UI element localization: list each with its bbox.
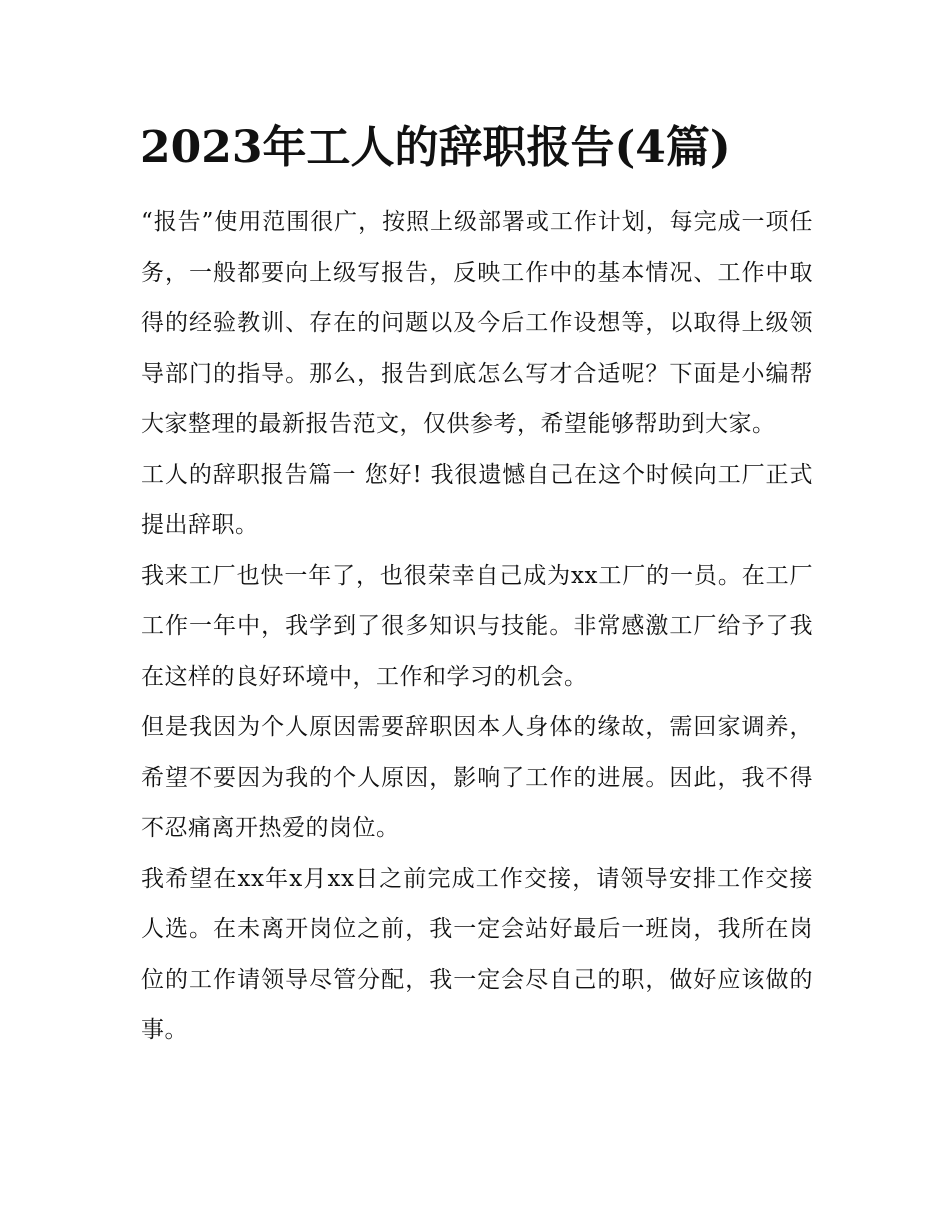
document-body [141,197,813,1056]
intro-paragraph: “报告”使用范围很广，按照上级部署或工作计划，每完成一项任务，一般都要向上级写报告，反映工作中的基本情况、工作中取得的经验教训、存在的问题以及今后工作设想等，以取得上级领导部门的指导。那么，报告到底怎么写才合适呢？下面是小编帮大家整理的最新报告范文，仅供参考，希望能够帮助到大家。 [141,209,813,437]
document-title: 2023年工人的辞职报告(4篇) [140,122,731,173]
body-paragraph: 我来工厂也快一年了，也很荣幸自己成为xx工厂的一员。在工厂工作一年中，我学到了很多知识与技能。非常感激工厂给予了我在这样的良好环境中，工作和学习的机会。 [141,562,813,690]
greeting-paragraph: 工人的辞职报告篇一 您好! 我很遗憾自己在这个时候向工厂正式提出辞职。 [141,461,813,538]
body-paragraph: 但是我因为个人原因需要辞职因本人身体的缘故，需回家调养，希望不要因为我的个人原因，影响了工作的进展。因此，我不得不忍痛离开热爱的岗位。 [141,714,813,841]
body-paragraph: 我希望在xx年x月xx日之前完成工作交接，请领导安排工作交接人选。在未离开岗位之前，我一定会站好最后一班岗，我所在岗位的工作请领导尽管分配，我一定会尽自己的职，做好应该做的事。 [141,865,813,1043]
